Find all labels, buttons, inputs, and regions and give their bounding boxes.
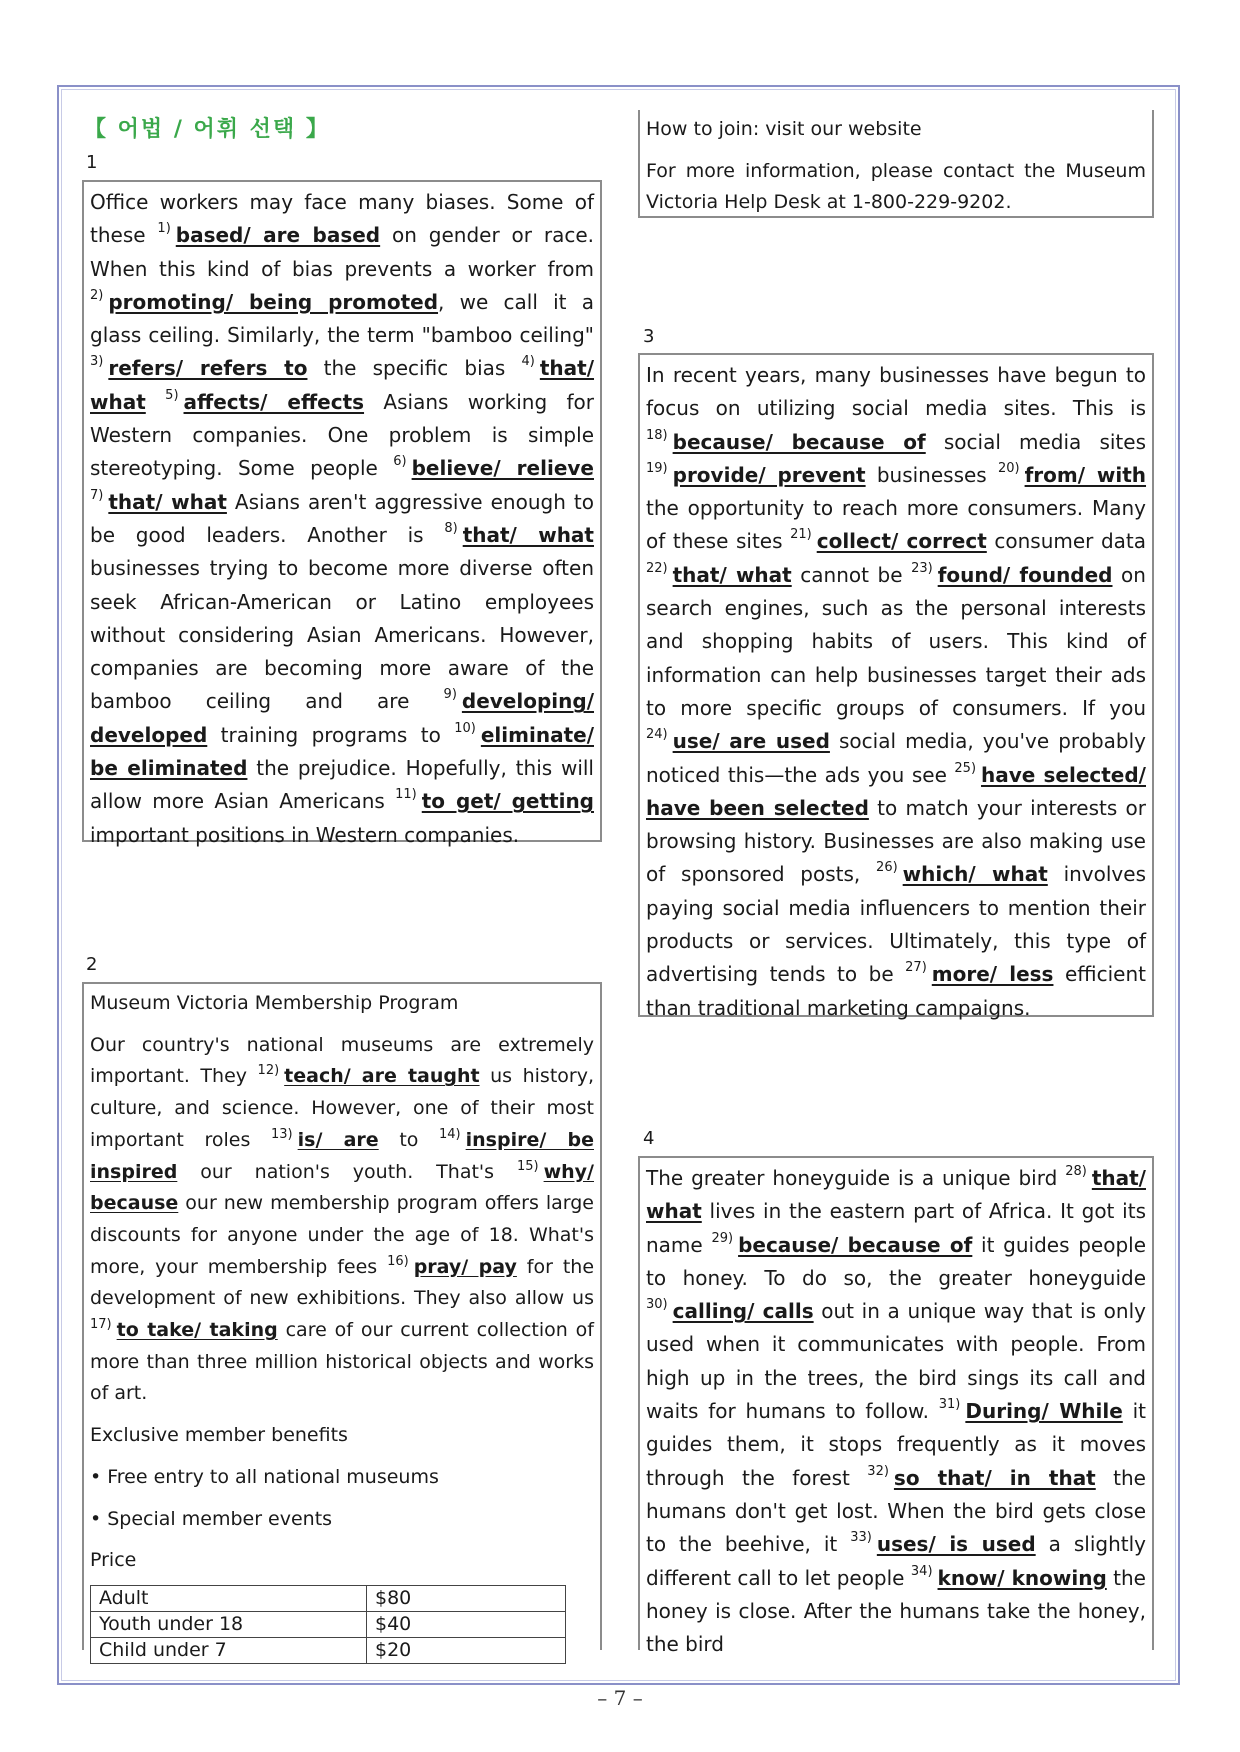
blank-number: 23) <box>911 560 933 576</box>
answer-choice: to take/ taking <box>116 1319 278 1342</box>
blank-number: 3) <box>90 354 104 370</box>
answer-choice: pray/ pay <box>413 1255 517 1278</box>
blank-number: 7) <box>90 487 104 503</box>
membership-heading: Museum Victoria Membership Program <box>90 992 459 1014</box>
blank-number: 13) <box>271 1126 293 1142</box>
answer-choice: refers/ refers to <box>108 356 308 381</box>
answer-choice: found/ founded <box>937 562 1113 587</box>
answer-choice: that/ what <box>108 489 227 514</box>
answer-choice: eliminate/ be eliminated <box>90 722 594 781</box>
blank-number: 26) <box>876 860 898 876</box>
price-value: $80 <box>367 1585 566 1611</box>
price-category: Youth under 18 <box>91 1611 367 1637</box>
blank-number: 11) <box>395 787 417 803</box>
section-title: 【 어법 / 어휘 선택 】 <box>84 117 330 142</box>
answer-choice: why/ because <box>90 1160 594 1215</box>
answer-choice: that/ what <box>462 522 594 547</box>
answer-choice: more/ less <box>931 962 1054 987</box>
question-3-text: In recent years, many businesses have begun to focus on utilizing social media sites. This is $^{18)}$ because/ because of social media sites $^{19)}$ provide/ prevent businesses $^{20)}$ from/ with the opportunity to reach more consumers. Many of these sites $^{21)}$ collect/ correct consumer data $^{22)}$ that/ what cannot be $^{23)}$ found/ founded on search engines, such as the personal interests and shopping habits of users. This kind of information can help businesses target their ads to more specific groups of consumers. If you $^{24)}$ use/ are used social media, you've probably noticed this—the ads you see $^{25)}$ have selected/ have been selected to match your interests or browsing history. Businesses are also making use of sponsored posts, $^{26)}$ which/ what involves paying social media influencers to mention their products or services. Ultimately, this type of advertising tends to be $^{27)}$ more/ less efficient than traditional marketing campaigns. <box>646 363 1147 1020</box>
blank-number: 27) <box>905 960 927 976</box>
question-2-passage <box>82 982 602 1662</box>
blank-number: 18) <box>646 427 668 443</box>
blank-number: 5) <box>165 387 179 403</box>
answer-choice: affects/ effects <box>183 389 365 414</box>
benefits-title: Exclusive member benefits <box>90 1424 348 1447</box>
answer-choice: that/ what <box>646 1166 1146 1224</box>
answer-choice: inspire/ be inspired <box>90 1128 594 1183</box>
answer-choice: use/ are used <box>672 729 830 754</box>
question-1-passage <box>82 180 602 847</box>
answer-choice: to get/ getting <box>421 789 594 814</box>
blank-number: 29) <box>711 1230 734 1246</box>
answer-choice: During/ While <box>965 1399 1123 1424</box>
question-1-number: 1 <box>86 152 98 173</box>
blank-number: 32) <box>867 1463 889 1479</box>
blank-number: 8) <box>444 520 458 536</box>
question-4-text: The greater honeyguide is a unique bird $^{28)}$ that/ what lives in the eastern part of Africa. It got its name $^{29)}$ because/ because of it guides people to honey. To do so, the greater honeyguide $^{30)}$ calling/ calls out in a unique way that is only used when it communicates with people. From high up in the trees, the bird sings its call and waits for humans to follow. $^{31)}$ During/ While it guides them, it stops frequently as it moves through the forest $^{32)}$ so that/ in that the humans don't get lost. When the bird gets close to the beehive, it $^{33)}$ uses/ is used a slightly different call to let people $^{34)}$ know/ knowing the honey is close. After the humans take the honey, the bird <box>646 1164 1146 1657</box>
answer-choice: because/ because of <box>672 429 926 454</box>
blank-number: 28) <box>1065 1164 1087 1179</box>
blank-number: 10) <box>454 720 476 736</box>
question-2-text: Our country's national museums are extremely important. They $^{12)}$ teach/ are taught us history, culture, and science. However, one of their most important roles $^{13)}$ is/ are to $^{14)}$ inspire/ be inspired our nation's youth. That's $^{15)}$ why/ because our new membership program offers large discounts for anyone under the age of 18. What's more, your membership fees $^{16)}$ pray/ pay for the development of new exhibitions. They also allow us $^{17)}$ to take/ taking care of our current collection of more than three million historical objects and works of art. <box>90 1033 595 1405</box>
answer-choice: uses/ is used <box>876 1532 1036 1557</box>
answer-choice: calling/ calls <box>672 1299 814 1324</box>
blank-number: 2) <box>90 287 104 303</box>
answer-choice: promoting/ being promoted <box>108 289 439 314</box>
join-info: How to join: visit our website <box>646 118 922 140</box>
question-3-passage <box>638 353 1154 1020</box>
price-value: $20 <box>367 1637 566 1663</box>
question-2-number: 2 <box>86 954 98 975</box>
answer-choice: so that/ in that <box>893 1465 1096 1490</box>
answer-choice: have selected/ have been selected <box>646 762 1146 820</box>
blank-number: 31) <box>938 1397 961 1413</box>
table-row <box>91 1637 566 1663</box>
blank-number: 21) <box>790 527 812 543</box>
question-4-passage <box>638 1156 1154 1657</box>
blank-number: 9) <box>443 687 457 703</box>
price-category: Adult <box>91 1585 367 1611</box>
price-title: Price <box>90 1549 137 1572</box>
answer-choice: that/ what <box>90 356 595 414</box>
contact-info: For more information, please contact the Museum Victoria Help Desk at 1-800-229-9202. <box>646 159 1146 214</box>
blank-number: 30) <box>646 1297 668 1313</box>
price-category: Child under 7 <box>91 1637 367 1663</box>
blank-number: 25) <box>954 760 977 776</box>
page-number: – 7 – <box>597 1686 643 1710</box>
answer-choice: developing/ developed <box>90 689 594 747</box>
price-value: $40 <box>367 1611 566 1637</box>
blank-number: 14) <box>439 1126 461 1142</box>
answer-choice: provide/ prevent <box>672 462 866 487</box>
blank-number: 34) <box>910 1563 933 1579</box>
answer-choice: that/ what <box>672 562 792 587</box>
answer-choice: collect/ correct <box>816 529 987 554</box>
answer-choice: because/ because of <box>738 1232 973 1257</box>
benefit-item: • Special member events <box>90 1507 333 1530</box>
answer-choice: is/ are <box>297 1128 379 1151</box>
answer-choice: from/ with <box>1024 462 1147 487</box>
blank-number: 16) <box>387 1253 409 1269</box>
benefit-item: • Free entry to all national museums <box>90 1465 439 1488</box>
question-1-text: Office workers may face many biases. Some of these $^{1)}$ based/ are based on gender or race. When this kind of bias prevents a worker from $^{2)}$ promoting/ being promoted, we call it a glass ceiling. Similarly, the term "bamboo ceiling" $^{3)}$ refers/ refers to the specific bias $^{4)}$ that/ what $^{5)}$ affects/ effects Asians working for Western companies. One problem is simple stereotyping. Some people $^{6)}$ believe/ relieve $^{7)}$ that/ what Asians aren't aggressive enough to be good leaders. Another is $^{8)}$ that/ what businesses trying to become more diverse often seek African-American or Latino employees without considering Asian Americans. However, companies are becoming more aware of the bamboo ceiling and are $^{9)}$ developing/ developed training programs to $^{10)}$ eliminate/ be eliminated the prejudice. Hopefully, this will allow more Asian Americans $^{11)}$ to get/ getting important positions in Western companies. <box>90 190 595 847</box>
blank-number: 12) <box>257 1063 280 1079</box>
blank-number: 22) <box>646 560 668 576</box>
blank-number: 1) <box>157 221 171 237</box>
table-row <box>91 1611 566 1637</box>
answer-choice: which/ what <box>902 862 1048 887</box>
question-2-continued <box>638 110 1154 218</box>
blank-number: 15) <box>516 1158 539 1174</box>
blank-number: 33) <box>850 1530 872 1546</box>
blank-number: 4) <box>521 354 535 370</box>
question-4-number: 4 <box>643 1128 655 1149</box>
answer-choice: teach/ are taught <box>284 1065 480 1088</box>
price-table <box>90 1585 566 1664</box>
blank-number: 6) <box>393 454 407 470</box>
blank-number: 17) <box>90 1317 112 1333</box>
table-row <box>91 1585 566 1611</box>
blank-number: 20) <box>997 460 1020 476</box>
question-3-number: 3 <box>643 326 655 347</box>
answer-choice: based/ are based <box>175 223 381 248</box>
answer-choice: believe/ relieve <box>411 456 594 481</box>
blank-number: 19) <box>646 460 668 476</box>
answer-choice: know/ knowing <box>937 1565 1107 1590</box>
blank-number: 24) <box>646 727 668 743</box>
